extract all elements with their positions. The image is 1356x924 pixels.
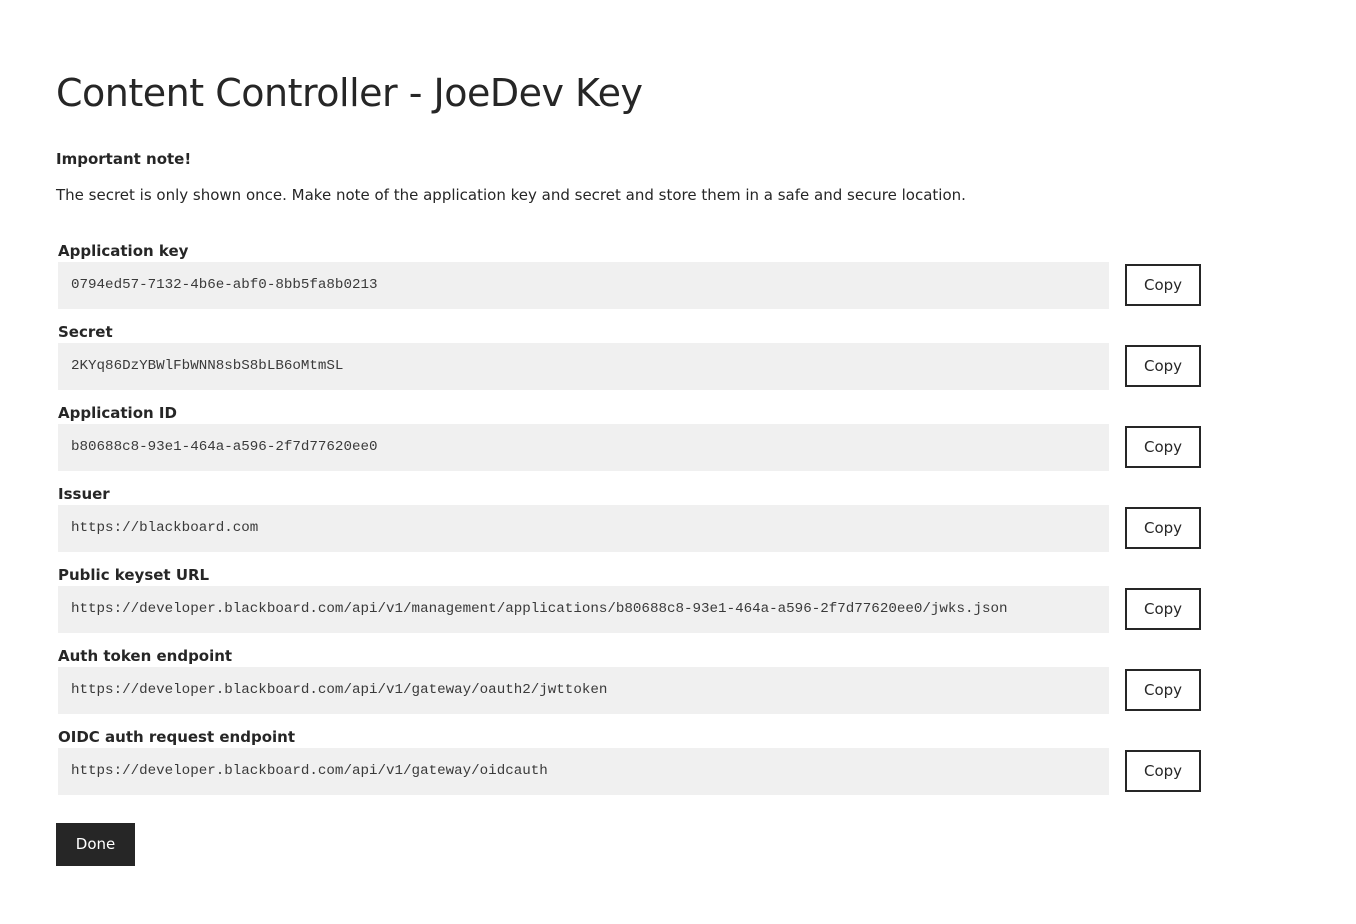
copy-secret-button[interactable]: Copy (1125, 345, 1201, 387)
copy-public-keyset-url-button[interactable]: Copy (1125, 588, 1201, 630)
public-keyset-url-value[interactable]: https://developer.blackboard.com/api/v1/management/applications/b80688c8-93e1-464a-a596-2f7d77620ee0/jwks.json (58, 586, 1109, 633)
public-keyset-url-label: Public keyset URL (58, 566, 210, 584)
page-title: Content Controller - JoeDev Key (56, 71, 643, 115)
copy-oidc-auth-request-endpoint-button[interactable]: Copy (1125, 750, 1201, 792)
issuer-value[interactable]: https://blackboard.com (58, 505, 1109, 552)
application-key-value[interactable]: 0794ed57-7132-4b6e-abf0-8bb5fa8b0213 (58, 262, 1109, 309)
important-note-heading: Important note! (56, 150, 192, 168)
application-id-field (58, 403, 1202, 478)
auth-token-endpoint-label: Auth token endpoint (58, 647, 233, 665)
issuer-field (58, 484, 1202, 559)
done-button[interactable]: Done (56, 823, 135, 866)
oidc-auth-request-endpoint-label: OIDC auth request endpoint (58, 728, 295, 746)
oidc-auth-request-endpoint-value[interactable]: https://developer.blackboard.com/api/v1/gateway/oidcauth (58, 748, 1109, 795)
copy-application-id-button[interactable]: Copy (1125, 426, 1201, 468)
application-id-label: Application ID (58, 404, 177, 422)
copy-issuer-button[interactable]: Copy (1125, 507, 1201, 549)
auth-token-endpoint-value[interactable]: https://developer.blackboard.com/api/v1/gateway/oauth2/jwttoken (58, 667, 1109, 714)
secret-value[interactable]: 2KYq86DzYBWlFbWNN8sbS8bLB6oMtmSL (58, 343, 1109, 390)
copy-auth-token-endpoint-button[interactable]: Copy (1125, 669, 1201, 711)
important-note-text: The secret is only shown once. Make note of the application key and secret and store them in a safe and secure location. (56, 186, 966, 204)
application-id-value[interactable]: b80688c8-93e1-464a-a596-2f7d77620ee0 (58, 424, 1109, 471)
copy-application-key-button[interactable]: Copy (1125, 264, 1201, 306)
oidc-auth-request-endpoint-field (58, 727, 1202, 802)
secret-label: Secret (58, 323, 113, 341)
secret-field (58, 322, 1202, 397)
application-key-field (58, 241, 1202, 316)
public-keyset-url-field (58, 565, 1202, 640)
auth-token-endpoint-field (58, 646, 1202, 721)
application-key-label: Application key (58, 242, 189, 260)
issuer-label: Issuer (58, 485, 110, 503)
